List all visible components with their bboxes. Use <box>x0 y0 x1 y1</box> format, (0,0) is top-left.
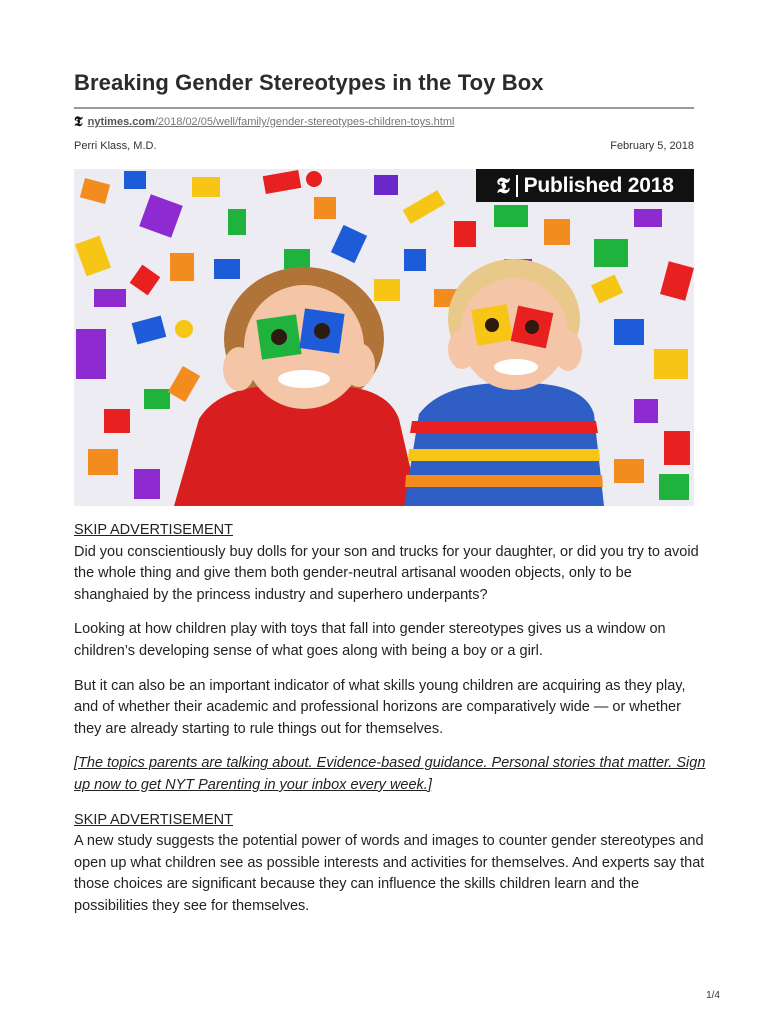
author-byline: Perri Klass, M.D. <box>74 140 157 152</box>
source-line <box>74 114 454 130</box>
published-badge <box>476 169 694 202</box>
paragraph-4: A new study suggests the potential power of words and images to counter gender stereotypes and open up what children see as possible interests and activities for themselves. And experts say that those choices are significant because they can influence the skills children learn and the possibilities they see for themselves. <box>74 833 705 914</box>
title-divider <box>74 107 694 109</box>
article-body <box>74 520 706 931</box>
source-path: /2018/02/05/well/family/gender-stereotypes-children-toys.html <box>154 116 455 128</box>
article-title: Breaking Gender Stereotypes in the Toy Box <box>74 70 544 95</box>
skip-advertisement-link-2[interactable]: SKIP ADVERTISEMENT <box>74 811 234 828</box>
skip-advertisement-link[interactable]: SKIP ADVERTISEMENT <box>74 522 234 538</box>
parenting-newsletter-link[interactable]: [The topics parents are talking about. Evidence-based guidance. Personal stories that matter. Sign up now to get NYT Parenting in your inbox every week.] <box>74 755 706 793</box>
paragraph-3: But it can also be an important indicator of what skills young children are acquiring as they play, and of whether their academic and professional horizons are comparatively wide — or whether they are already starting to rule things out for themselves. <box>74 677 686 737</box>
publish-date: February 5, 2018 <box>610 140 694 152</box>
nyt-badge-logo-icon: 𝕿 <box>496 172 510 199</box>
hero-image <box>74 169 694 506</box>
nyt-logo-icon: 𝕿 <box>74 114 83 130</box>
paragraph-2: Looking at how children play with toys that fall into gender stereotypes gives us a window on children’s developing sense of what goes along with being a boy or a girl. <box>74 621 666 659</box>
source-domain: nytimes.com <box>87 116 155 128</box>
paragraph-1: Did you conscientiously buy dolls for your son and trucks for your daughter, or did you try to avoid the whole thing and give them both gender-neutral artisanal wooden objects, only to be shanghaied by the princess industry and superhero underpants? <box>74 543 699 603</box>
page-number: 1/4 <box>706 990 720 1001</box>
source-link[interactable] <box>88 116 455 128</box>
badge-label: Published 2018 <box>523 173 674 197</box>
badge-separator <box>516 175 518 197</box>
